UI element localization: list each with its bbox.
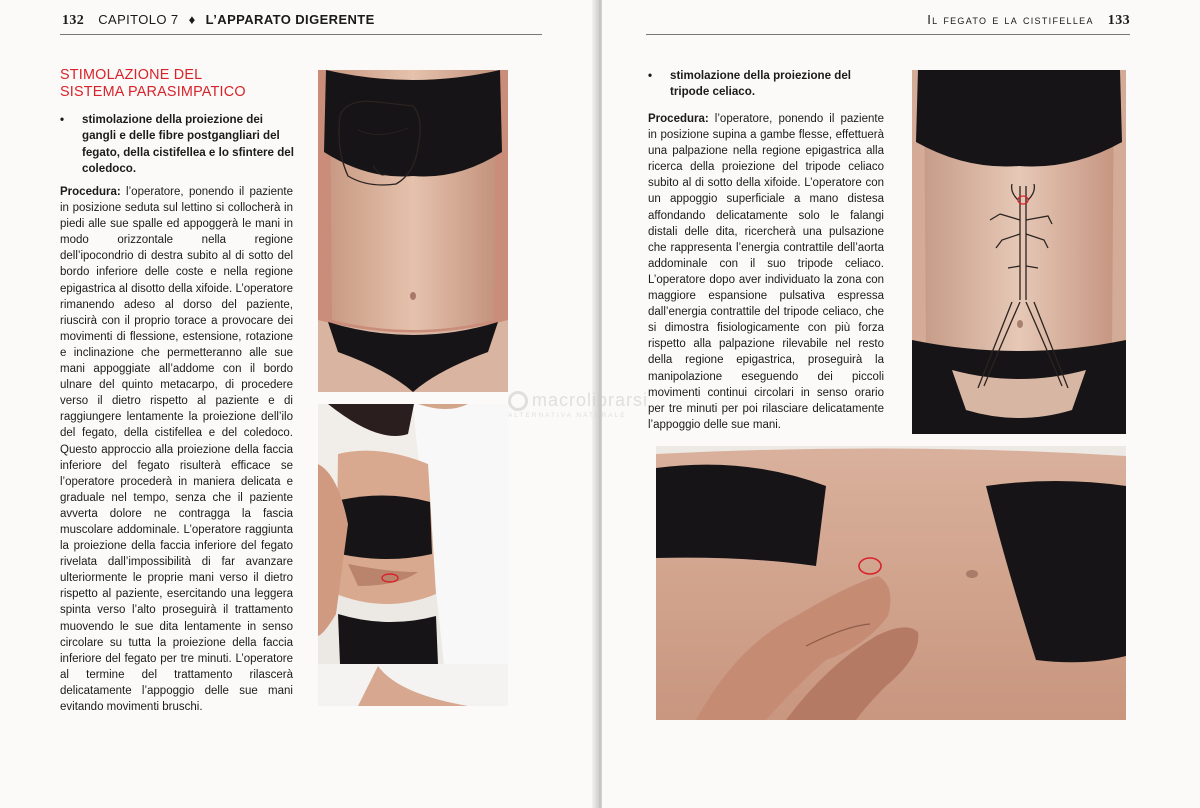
watermark (508, 390, 648, 419)
torso-liver-photo (318, 70, 508, 392)
section-title: STIMOLAZIONE DEL SISTEMA PARASIMPATICO (60, 67, 246, 100)
supine-palpation-photo (656, 446, 1126, 720)
right-running-header (927, 12, 1130, 29)
header-rule (646, 34, 1130, 35)
right-page (602, 0, 1200, 808)
brief-shape (338, 614, 438, 672)
seated-treatment-illustration (318, 404, 508, 706)
right-bullet-item (648, 68, 878, 101)
right-page-number: 133 (1107, 13, 1130, 28)
right-bullet-text: stimolazione della proiezione del tripode celiaco. (670, 69, 852, 99)
watermark-logo-icon (508, 391, 528, 411)
header-rule (60, 34, 542, 35)
right-procedure-text: l’operatore, ponendo il paziente in posizione supina a gambe flesse, effettuerà una palpazione nella regione epigastrica alla ricerca della proiezione del tripode celiaco subito al di sotto della xifoide. L’operatore con un appoggio superficiale a mano distesa affondando delicatamente solo le falangi distali delle dita, ricercherà una pulsazione che rappresenta l’energia contrattile dell’aorta addominale con il suo tripode celiaco. L’operatore dopo aver individuato la zona con maggiore espansione pulsativa espressa dall’energia contrattile del tripode celiaco, che si dimostra fisiologicamente con più forza rispetto alla palpazione rilevabile nel resto della regione epigastrica, proseguirà la manipolazione eseguendo dei piccoli movimenti continui circolari in senso orario per tre minuti per poi rilasciare delicatamente l’appoggio delle sue mani. (648, 113, 884, 431)
left-page-number: 132 (62, 13, 85, 28)
torso-celiac-photo (912, 70, 1126, 434)
watermark-subtext: ALTERNATIVA NATURALE (508, 412, 627, 420)
bra-shape (340, 495, 432, 559)
bra-shape (916, 70, 1122, 167)
header-separator: ♦ (188, 12, 196, 27)
chapter-title: L’APPARATO DIGERENTE (205, 12, 375, 27)
watermark-text: macrolibrarsi (532, 390, 649, 410)
chapter-label: CAPITOLO 7 (98, 12, 179, 27)
left-bullet-item (60, 112, 300, 177)
supine-palpation-illustration (656, 446, 1126, 720)
bra-shape (656, 465, 826, 566)
left-running-header (62, 12, 375, 29)
bra-shape (324, 70, 502, 177)
left-procedure-text: l’operatore, ponendo il paziente in posizione seduta sul lettino si collocherà in piedi alle sue spalle ed appoggerà le mani in modo orizzontale nella regione dell’ipocondrio di destra subito al di sotto del bordo inferiore delle coste e nella regione epigastrica al disotto della xifoide. L’operatore rimanendo adeso al dorso del paziente, riuscirà con il proprio torace a provocare dei movimenti di flessione, estensione, rotazione e inclinazione che permetteranno alle sue mani appoggiate all’addome con il bordo ulnare del quinto metacarpo, di procedere verso il dietro rispetto al paziente e di raggiungere lentamente la proiezione dell’ilo del fegato, della cistifellea e del coledoco. Questo approccio alla proiezione della faccia inferiore del fegato risulterà efficace se l’operatore procederà in maniera delicata e graduale nel tempo, senza che il paziente avverta dolore ne contragga la fascia muscolare addominale. L’operatore raggiunta la proiezione della faccia inferiore del fegato rivelata dall’impossibilità di far avanzare ulteriormente le proprie mani verso il dietro rispetto al paziente, esercitando una leggera spinta verso l’alto proseguirà il trattamento muovendo le sue dita lentamente in senso circolare su tutta la proiezione della faccia inferiore del fegato per tre minuti. L’operatore al termine del trattamento rilascerà delicatamente l’appoggio delle sue mani evitando movimenti bruschi. (60, 186, 293, 713)
torso-celiac-illustration (912, 70, 1126, 434)
right-procedure-paragraph (648, 111, 884, 433)
torso-liver-illustration (318, 70, 508, 392)
bullet-dot: • (648, 69, 653, 82)
left-procedure-label: Procedura: (60, 186, 121, 198)
seated-treatment-photo (318, 404, 508, 706)
right-header-title: Il fegato e la cistifellea (927, 12, 1094, 27)
right-procedure-label: Procedura: (648, 113, 709, 125)
left-bullet-text: stimolazione della proiezione dei gangli e delle fibre postgangliari del fegato, della cistifellea e lo sfintere del coledoco. (82, 113, 294, 175)
bullet-dot: • (60, 113, 65, 126)
left-procedure-paragraph (60, 184, 293, 715)
